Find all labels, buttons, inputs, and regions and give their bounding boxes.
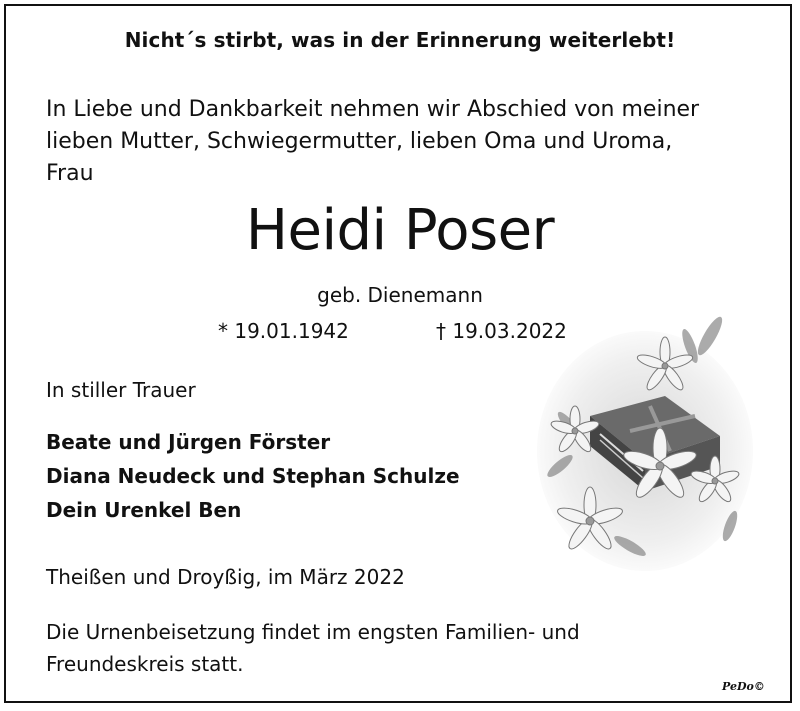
intro-line: Frau — [46, 161, 94, 186]
designer-signature: PeDo© — [722, 680, 765, 693]
mourner-name: Diana Neudeck und Stephan Schulze — [46, 464, 460, 488]
birth-date: * 19.01.1942 — [218, 319, 349, 343]
birth-name: geb. Dienemann — [317, 283, 483, 307]
funeral-line: Die Urnenbeisetzung findet im engsten Familien- und — [46, 620, 580, 644]
deceased-name: Heidi Poser — [245, 198, 555, 263]
motto-heading: Nicht´s stirbt, was in der Erinnerung weiterlebt! — [124, 28, 676, 52]
place-date: Theißen und Droyßig, im März 2022 — [46, 565, 405, 589]
death-date: † 19.03.2022 — [436, 319, 567, 343]
mourner-name: Dein Urenkel Ben — [46, 498, 242, 522]
intro-line: In Liebe und Dankbarkeit nehmen wir Abschied von meiner — [46, 97, 700, 122]
mourner-name: Beate und Jürgen Förster — [46, 430, 331, 454]
intro-line: lieben Mutter, Schwiegermutter, lieben Oma und Uroma, — [46, 129, 673, 154]
book-with-lilies-icon — [530, 306, 760, 576]
mourning-line: In stiller Trauer — [46, 378, 196, 402]
mourners-list — [46, 425, 460, 527]
intro-text — [46, 94, 766, 190]
funeral-line: Freundeskreis statt. — [46, 652, 244, 676]
funeral-note — [46, 616, 726, 680]
